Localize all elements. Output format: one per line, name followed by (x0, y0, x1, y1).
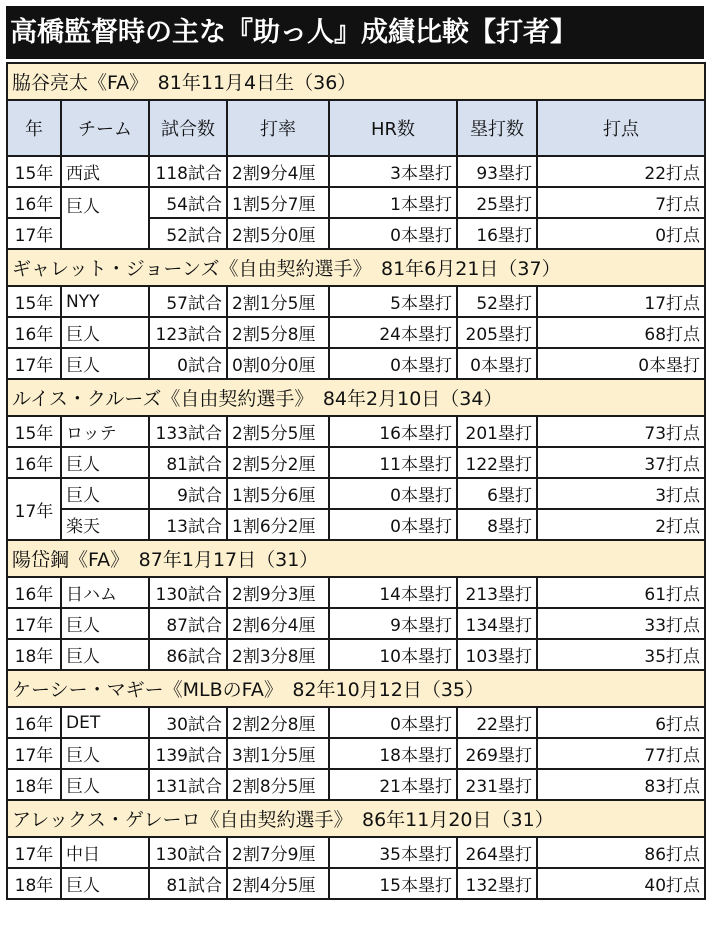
player-row (7, 800, 705, 837)
page-title: 高橋監督時の主な『助っ人』成績比較【打者】 (6, 6, 704, 59)
team-cell: 日ハム (61, 577, 149, 608)
hr-cell: 5本塁打 (329, 286, 457, 317)
table-row (7, 156, 705, 187)
total-bases-cell: 269塁打 (457, 738, 537, 769)
year-cell: 18年 (7, 639, 61, 670)
games-cell: 86試合 (149, 639, 227, 670)
table-row (7, 187, 705, 218)
avg-cell: 2割8分5厘 (227, 769, 329, 800)
player-label: ギャレット・ジョーンズ《自由契約選手》 81年6月21日（37） (7, 249, 705, 286)
hr-cell: 24本塁打 (329, 317, 457, 348)
avg-cell: 0割0分0厘 (227, 348, 329, 379)
table-row (7, 769, 705, 800)
table-header (7, 100, 705, 156)
rbi-cell: 22打点 (537, 156, 705, 187)
player-label: 陽岱鋼《FA》 87年1月17日（31） (7, 540, 705, 577)
total-bases-cell: 201塁打 (457, 416, 537, 447)
hr-cell: 14本塁打 (329, 577, 457, 608)
player-label: 脇谷亮太《FA》 81年11月4日生（36） (7, 63, 705, 100)
hr-cell: 0本塁打 (329, 218, 457, 249)
games-cell: 13試合 (149, 509, 227, 540)
hr-cell: 1本塁打 (329, 187, 457, 218)
games-cell: 81試合 (149, 447, 227, 478)
games-cell: 81試合 (149, 868, 227, 899)
team-cell: NYY (61, 286, 149, 317)
team-cell: 楽天 (61, 509, 149, 540)
player-label: ルイス・クルーズ《自由契約選手》 84年2月10日（34） (7, 379, 705, 416)
col-header-avg: 打率 (227, 100, 329, 156)
year-cell: 17年 (7, 608, 61, 639)
avg-cell: 2割1分5厘 (227, 286, 329, 317)
rbi-cell: 0本塁打 (537, 348, 705, 379)
games-cell: 118試合 (149, 156, 227, 187)
player-row (7, 670, 705, 707)
avg-cell: 2割9分4厘 (227, 156, 329, 187)
games-cell: 9試合 (149, 478, 227, 509)
total-bases-cell: 103塁打 (457, 639, 537, 670)
year-cell: 17年 (7, 478, 61, 540)
rbi-cell: 3打点 (537, 478, 705, 509)
year-cell: 16年 (7, 577, 61, 608)
rbi-cell: 35打点 (537, 639, 705, 670)
table-row (7, 577, 705, 608)
player-label: アレックス・ゲレーロ《自由契約選手》 86年11月20日（31） (7, 800, 705, 837)
table-row (7, 416, 705, 447)
avg-cell: 3割1分5厘 (227, 738, 329, 769)
table-row (7, 608, 705, 639)
player-row (7, 249, 705, 286)
team-cell: 巨人 (61, 478, 149, 509)
team-cell: 西武 (61, 156, 149, 187)
hr-cell: 35本塁打 (329, 837, 457, 868)
table-row (7, 509, 705, 540)
table-row (7, 738, 705, 769)
team-cell: 巨人 (61, 738, 149, 769)
year-cell: 18年 (7, 769, 61, 800)
games-cell: 54試合 (149, 187, 227, 218)
total-bases-cell: 213塁打 (457, 577, 537, 608)
total-bases-cell: 132塁打 (457, 868, 537, 899)
hr-cell: 0本塁打 (329, 509, 457, 540)
total-bases-cell: 6塁打 (457, 478, 537, 509)
hr-cell: 0本塁打 (329, 707, 457, 738)
games-cell: 130試合 (149, 837, 227, 868)
rbi-cell: 0打点 (537, 218, 705, 249)
table-row (7, 317, 705, 348)
year-cell: 16年 (7, 317, 61, 348)
col-header-team: チーム (61, 100, 149, 156)
col-header-total-bases: 塁打数 (457, 100, 537, 156)
year-cell: 15年 (7, 156, 61, 187)
year-cell: 16年 (7, 707, 61, 738)
team-cell: 中日 (61, 837, 149, 868)
col-header-hr: HR数 (329, 100, 457, 156)
team-cell: ロッテ (61, 416, 149, 447)
rbi-cell: 40打点 (537, 868, 705, 899)
table-row (7, 286, 705, 317)
rbi-cell: 68打点 (537, 317, 705, 348)
hr-cell: 3本塁打 (329, 156, 457, 187)
table-row (7, 478, 705, 509)
team-cell: 巨人 (61, 639, 149, 670)
avg-cell: 1割5分6厘 (227, 478, 329, 509)
table-row (7, 707, 705, 738)
total-bases-cell: 16塁打 (457, 218, 537, 249)
rbi-cell: 17打点 (537, 286, 705, 317)
total-bases-cell: 231塁打 (457, 769, 537, 800)
year-cell: 17年 (7, 837, 61, 868)
avg-cell: 2割5分2厘 (227, 447, 329, 478)
team-cell: 巨人 (61, 868, 149, 899)
team-cell: 巨人 (61, 447, 149, 478)
total-bases-cell: 22塁打 (457, 707, 537, 738)
rbi-cell: 37打点 (537, 447, 705, 478)
rbi-cell: 73打点 (537, 416, 705, 447)
avg-cell: 2割2分8厘 (227, 707, 329, 738)
games-cell: 131試合 (149, 769, 227, 800)
total-bases-cell: 93塁打 (457, 156, 537, 187)
year-cell: 17年 (7, 348, 61, 379)
player-row (7, 540, 705, 577)
rbi-cell: 6打点 (537, 707, 705, 738)
games-cell: 57試合 (149, 286, 227, 317)
team-cell: DET (61, 707, 149, 738)
hr-cell: 18本塁打 (329, 738, 457, 769)
avg-cell: 1割6分2厘 (227, 509, 329, 540)
games-cell: 30試合 (149, 707, 227, 738)
team-cell: 巨人 (61, 608, 149, 639)
year-cell: 17年 (7, 738, 61, 769)
player-label: ケーシー・マギー《MLBのFA》 82年10月12日（35） (7, 670, 705, 707)
avg-cell: 2割3分8厘 (227, 639, 329, 670)
table-row (7, 837, 705, 868)
hr-cell: 11本塁打 (329, 447, 457, 478)
games-cell: 139試合 (149, 738, 227, 769)
rbi-cell: 77打点 (537, 738, 705, 769)
total-bases-cell: 264塁打 (457, 837, 537, 868)
hr-cell: 9本塁打 (329, 608, 457, 639)
stats-table (6, 62, 706, 900)
total-bases-cell: 52塁打 (457, 286, 537, 317)
games-cell: 130試合 (149, 577, 227, 608)
rbi-cell: 2打点 (537, 509, 705, 540)
player-row (7, 63, 705, 100)
table-row (7, 639, 705, 670)
hr-cell: 21本塁打 (329, 769, 457, 800)
year-cell: 15年 (7, 416, 61, 447)
hr-cell: 16本塁打 (329, 416, 457, 447)
hr-cell: 10本塁打 (329, 639, 457, 670)
avg-cell: 2割5分8厘 (227, 317, 329, 348)
year-cell: 17年 (7, 218, 61, 249)
games-cell: 52試合 (149, 218, 227, 249)
total-bases-cell: 122塁打 (457, 447, 537, 478)
col-header-rbi: 打点 (537, 100, 705, 156)
hr-cell: 0本塁打 (329, 478, 457, 509)
year-cell: 16年 (7, 187, 61, 218)
avg-cell: 2割5分5厘 (227, 416, 329, 447)
total-bases-cell: 134塁打 (457, 608, 537, 639)
avg-cell: 2割7分9厘 (227, 837, 329, 868)
year-cell: 16年 (7, 447, 61, 478)
games-cell: 133試合 (149, 416, 227, 447)
col-header-games: 試合数 (149, 100, 227, 156)
games-cell: 123試合 (149, 317, 227, 348)
table-row (7, 868, 705, 899)
team-cell: 巨人 (61, 187, 149, 249)
year-cell: 18年 (7, 868, 61, 899)
total-bases-cell: 25塁打 (457, 187, 537, 218)
col-header-year: 年 (7, 100, 61, 156)
rbi-cell: 7打点 (537, 187, 705, 218)
table-row (7, 447, 705, 478)
avg-cell: 2割6分4厘 (227, 608, 329, 639)
hr-cell: 0本塁打 (329, 348, 457, 379)
avg-cell: 2割4分5厘 (227, 868, 329, 899)
total-bases-cell: 8塁打 (457, 509, 537, 540)
avg-cell: 2割5分0厘 (227, 218, 329, 249)
games-cell: 87試合 (149, 608, 227, 639)
avg-cell: 1割5分7厘 (227, 187, 329, 218)
total-bases-cell: 0本塁打 (457, 348, 537, 379)
team-cell: 巨人 (61, 317, 149, 348)
hr-cell: 15本塁打 (329, 868, 457, 899)
rbi-cell: 33打点 (537, 608, 705, 639)
total-bases-cell: 205塁打 (457, 317, 537, 348)
rbi-cell: 83打点 (537, 769, 705, 800)
rbi-cell: 86打点 (537, 837, 705, 868)
player-row (7, 379, 705, 416)
team-cell: 巨人 (61, 348, 149, 379)
year-cell: 15年 (7, 286, 61, 317)
table-row (7, 348, 705, 379)
games-cell: 0試合 (149, 348, 227, 379)
team-cell: 巨人 (61, 769, 149, 800)
rbi-cell: 61打点 (537, 577, 705, 608)
avg-cell: 2割9分3厘 (227, 577, 329, 608)
